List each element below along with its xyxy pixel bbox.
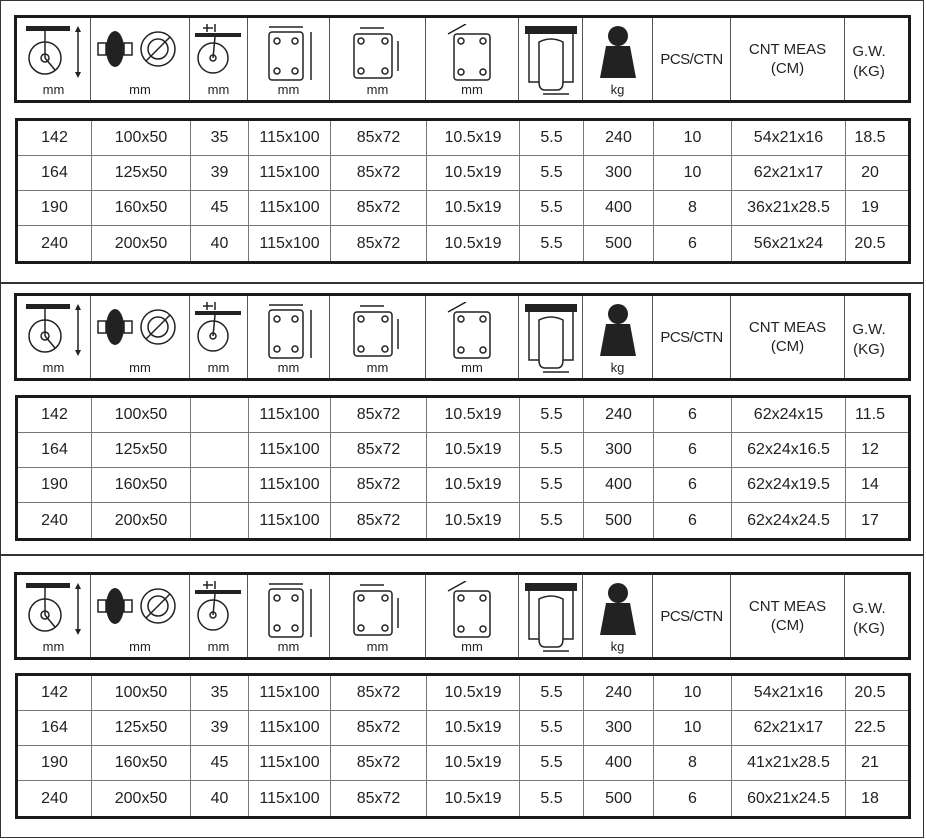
table-cell: 36x21x28.5 bbox=[732, 191, 846, 225]
table-cell: 400 bbox=[584, 746, 654, 780]
table-cell: 10 bbox=[654, 711, 732, 745]
load-weight-icon bbox=[598, 24, 638, 85]
header-unit: mm bbox=[461, 639, 483, 654]
table-cell: 85x72 bbox=[331, 226, 427, 261]
table-cell: 54x21x16 bbox=[732, 121, 846, 155]
table-cell: 125x50 bbox=[92, 156, 191, 190]
table-cell: 45 bbox=[191, 191, 249, 225]
table-row bbox=[18, 503, 908, 538]
table-cell: 240 bbox=[18, 226, 92, 261]
table-row bbox=[18, 226, 908, 261]
table-cell: 40 bbox=[191, 226, 249, 261]
header-unit: mm bbox=[207, 360, 230, 375]
gw-unit: (KG) bbox=[853, 341, 885, 358]
table-cell: 115x100 bbox=[249, 226, 331, 261]
table-cell: 115x100 bbox=[249, 468, 331, 502]
table-cell: 190 bbox=[18, 746, 92, 780]
table-cell: 85x72 bbox=[331, 746, 427, 780]
table-cell: 10.5x19 bbox=[427, 503, 520, 538]
bolt-hole-size-icon bbox=[444, 302, 500, 369]
bolt-hole-spacing-icon bbox=[348, 581, 408, 648]
table-cell: 10.5x19 bbox=[427, 468, 520, 502]
meas-header bbox=[731, 296, 845, 378]
table-cell: 85x72 bbox=[331, 191, 427, 225]
table-cell: 115x100 bbox=[249, 121, 331, 155]
table-cell: 85x72 bbox=[331, 503, 427, 538]
table-cell: 500 bbox=[584, 781, 654, 816]
meas-label: CNT MEAS bbox=[748, 319, 827, 336]
top-plate-icon bbox=[261, 302, 317, 369]
table-cell: 500 bbox=[584, 503, 654, 538]
meas-header bbox=[731, 18, 845, 100]
table-cell: 5.5 bbox=[520, 781, 584, 816]
pcs-label: PCS/CTN bbox=[660, 51, 723, 68]
gw-label: G.W. bbox=[852, 43, 886, 60]
table-cell: 115x100 bbox=[249, 191, 331, 225]
bolt-hole-spacing-icon bbox=[348, 24, 408, 91]
table-cell: 62x24x15 bbox=[732, 398, 846, 432]
table-cell: 5.5 bbox=[520, 156, 584, 190]
gw-label: G.W. bbox=[852, 600, 886, 617]
table-cell: 5.5 bbox=[520, 398, 584, 432]
header-unit: mm bbox=[129, 639, 151, 654]
table-cell: 18.5 bbox=[854, 129, 886, 146]
table-cell: 160x50 bbox=[92, 468, 191, 502]
bolt-hole-size-icon bbox=[444, 24, 500, 91]
wheel-size-icon bbox=[96, 581, 184, 636]
table-cell: 5.5 bbox=[520, 191, 584, 225]
table-cell: 10.5x19 bbox=[427, 746, 520, 780]
table-cell: 85x72 bbox=[331, 468, 427, 502]
gw-header bbox=[845, 575, 893, 657]
header-unit: kg bbox=[610, 639, 625, 654]
table-cell: 85x72 bbox=[331, 398, 427, 432]
table-cell: 10.5x19 bbox=[427, 121, 520, 155]
header-icon-cell bbox=[519, 296, 583, 378]
header-icon-cell bbox=[91, 18, 190, 100]
table-cell: 142 bbox=[18, 121, 92, 155]
table-row bbox=[18, 676, 908, 711]
table-cell: 18 bbox=[861, 789, 879, 807]
header-icon-cell bbox=[91, 575, 190, 657]
table-cell: 6 bbox=[654, 503, 732, 538]
bolt-hole-size-icon bbox=[444, 581, 500, 648]
load-weight-icon bbox=[598, 302, 638, 363]
gw-unit: (KG) bbox=[853, 620, 885, 637]
header-icon-cell bbox=[426, 296, 519, 378]
top-plate-icon bbox=[261, 581, 317, 648]
header-icon-cell bbox=[190, 18, 248, 100]
table-cell: 5.5 bbox=[520, 676, 584, 710]
table-cell bbox=[191, 398, 249, 432]
table-cell: 164 bbox=[18, 711, 92, 745]
table-cell: 115x100 bbox=[249, 676, 331, 710]
table-row bbox=[18, 711, 908, 746]
table-cell: 300 bbox=[584, 711, 654, 745]
table-cell: 62x24x16.5 bbox=[732, 433, 846, 467]
header-icon-cell bbox=[17, 575, 91, 657]
header-unit: mm bbox=[461, 360, 483, 375]
table-cell: 8 bbox=[654, 746, 732, 780]
table-cell: 17 bbox=[861, 511, 879, 529]
header-unit: mm bbox=[207, 639, 230, 654]
table-cell: 21 bbox=[861, 754, 879, 771]
table-cell: 20.5 bbox=[854, 234, 886, 252]
table-cell: 62x21x17 bbox=[732, 156, 846, 190]
table-cell: 115x100 bbox=[249, 711, 331, 745]
meas-unit: (CM) bbox=[770, 338, 805, 355]
table-cell: 240 bbox=[18, 781, 92, 816]
header-icon-cell bbox=[17, 296, 91, 378]
header-icon-cell bbox=[91, 296, 190, 378]
table-cell: 39 bbox=[191, 156, 249, 190]
table-cell: 115x100 bbox=[249, 781, 331, 816]
header-unit: mm bbox=[461, 82, 483, 97]
table-cell: 20 bbox=[861, 164, 879, 181]
table-cell: 6 bbox=[654, 433, 732, 467]
table-cell: 160x50 bbox=[92, 191, 191, 225]
bolt-hole-spacing-icon bbox=[348, 302, 408, 369]
table-cell: 35 bbox=[191, 121, 249, 155]
top-plate-icon bbox=[261, 24, 317, 91]
spec-table bbox=[15, 673, 911, 819]
table-row bbox=[18, 468, 908, 503]
pcs-header bbox=[653, 18, 731, 100]
table-row bbox=[18, 781, 908, 816]
table-cell: 45 bbox=[191, 746, 249, 780]
spec-header bbox=[14, 15, 911, 103]
table-cell: 100x50 bbox=[92, 398, 191, 432]
spec-header bbox=[14, 293, 911, 381]
table-cell: 240 bbox=[584, 676, 654, 710]
header-unit: mm bbox=[366, 360, 389, 375]
table-cell: 6 bbox=[654, 781, 732, 816]
table-cell: 10.5x19 bbox=[427, 156, 520, 190]
gw-unit: (KG) bbox=[853, 63, 885, 80]
table-cell: 10.5x19 bbox=[427, 191, 520, 225]
table-cell: 6 bbox=[654, 468, 732, 502]
pcs-label: PCS/CTN bbox=[660, 329, 723, 346]
table-cell: 115x100 bbox=[249, 156, 331, 190]
table-cell: 85x72 bbox=[331, 676, 427, 710]
spec-table bbox=[15, 395, 911, 541]
table-cell: 20.5 bbox=[854, 684, 886, 701]
table-cell: 85x72 bbox=[331, 121, 427, 155]
header-unit: mm bbox=[366, 82, 389, 97]
header-unit: kg bbox=[610, 360, 625, 375]
header-icon-cell bbox=[330, 296, 426, 378]
gw-label: G.W. bbox=[852, 321, 886, 338]
header-icon-cell bbox=[330, 575, 426, 657]
table-cell: 11.5 bbox=[855, 406, 885, 423]
table-cell: 100x50 bbox=[92, 121, 191, 155]
table-cell: 85x72 bbox=[331, 781, 427, 816]
table-cell: 19 bbox=[861, 199, 879, 216]
table-cell bbox=[191, 468, 249, 502]
header-unit: mm bbox=[277, 639, 300, 654]
table-cell: 10.5x19 bbox=[427, 226, 520, 261]
gw-header bbox=[845, 296, 893, 378]
table-cell: 300 bbox=[584, 156, 654, 190]
header-unit: mm bbox=[42, 82, 65, 97]
table-cell: 60x21x24.5 bbox=[732, 781, 846, 816]
table-cell: 115x100 bbox=[249, 746, 331, 780]
table-cell bbox=[191, 503, 249, 538]
table-cell: 5.5 bbox=[520, 468, 584, 502]
table-cell: 115x100 bbox=[249, 433, 331, 467]
table-cell: 41x21x28.5 bbox=[732, 746, 846, 780]
table-cell: 100x50 bbox=[92, 676, 191, 710]
spec-header bbox=[14, 572, 911, 660]
table-cell: 85x72 bbox=[331, 156, 427, 190]
wheel-height-icon bbox=[23, 24, 85, 91]
table-row bbox=[18, 121, 908, 156]
table-cell: 400 bbox=[584, 191, 654, 225]
table-cell: 10.5x19 bbox=[427, 676, 520, 710]
table-cell: 54x21x16 bbox=[732, 676, 846, 710]
offset-icon bbox=[193, 302, 245, 369]
table-cell: 39 bbox=[191, 711, 249, 745]
pcs-header bbox=[653, 296, 731, 378]
table-cell: 240 bbox=[18, 503, 92, 538]
pcs-header bbox=[653, 575, 731, 657]
table-cell: 14 bbox=[861, 476, 879, 493]
header-unit: mm bbox=[277, 360, 300, 375]
table-cell: 125x50 bbox=[92, 433, 191, 467]
table-cell: 125x50 bbox=[92, 711, 191, 745]
header-icon-cell bbox=[248, 18, 330, 100]
header-icon-cell bbox=[17, 18, 91, 100]
header-unit: mm bbox=[129, 360, 151, 375]
table-row bbox=[18, 746, 908, 781]
table-cell: 35 bbox=[191, 676, 249, 710]
header-icon-cell bbox=[330, 18, 426, 100]
table-cell: 6 bbox=[654, 398, 732, 432]
table-cell: 10.5x19 bbox=[427, 711, 520, 745]
table-cell: 8 bbox=[654, 191, 732, 225]
header-icon-cell bbox=[248, 575, 330, 657]
wheel-height-icon bbox=[23, 302, 85, 369]
table-cell: 164 bbox=[18, 156, 92, 190]
header-unit: mm bbox=[207, 82, 230, 97]
table-cell: 115x100 bbox=[249, 398, 331, 432]
meas-unit: (CM) bbox=[770, 60, 805, 77]
header-unit: mm bbox=[42, 360, 65, 375]
table-cell: 164 bbox=[18, 433, 92, 467]
header-icon-cell bbox=[426, 18, 519, 100]
table-cell: 62x21x17 bbox=[732, 711, 846, 745]
table-cell: 240 bbox=[584, 398, 654, 432]
table-cell: 115x100 bbox=[249, 503, 331, 538]
table-cell: 62x24x19.5 bbox=[732, 468, 846, 502]
table-cell: 40 bbox=[191, 781, 249, 816]
header-unit: mm bbox=[42, 639, 65, 654]
header-icon-cell bbox=[519, 575, 583, 657]
header-unit: mm bbox=[129, 82, 151, 97]
header-icon-cell bbox=[190, 575, 248, 657]
header-icon-cell bbox=[583, 575, 653, 657]
header-icon-cell bbox=[519, 18, 583, 100]
table-row bbox=[18, 191, 908, 226]
table-cell: 5.5 bbox=[520, 433, 584, 467]
header-unit: mm bbox=[277, 82, 300, 97]
header-icon-cell bbox=[583, 18, 653, 100]
table-cell: 10 bbox=[654, 156, 732, 190]
table-cell: 500 bbox=[584, 226, 654, 261]
table-cell: 300 bbox=[584, 433, 654, 467]
table-cell: 200x50 bbox=[92, 781, 191, 816]
header-unit: mm bbox=[366, 639, 389, 654]
table-cell: 200x50 bbox=[92, 226, 191, 261]
wheel-size-icon bbox=[96, 302, 184, 357]
header-icon-cell bbox=[190, 296, 248, 378]
meas-header bbox=[731, 575, 845, 657]
table-cell: 10.5x19 bbox=[427, 433, 520, 467]
table-cell: 56x21x24 bbox=[732, 226, 846, 261]
wheel-height-icon bbox=[23, 581, 85, 648]
table-cell: 240 bbox=[584, 121, 654, 155]
meas-label: CNT MEAS bbox=[748, 598, 827, 615]
header-unit: kg bbox=[610, 82, 625, 97]
table-cell: 10.5x19 bbox=[427, 781, 520, 816]
meas-label: CNT MEAS bbox=[748, 41, 827, 58]
table-cell: 6 bbox=[654, 226, 732, 261]
table-cell: 85x72 bbox=[331, 433, 427, 467]
table-cell: 10.5x19 bbox=[427, 398, 520, 432]
spec-table bbox=[15, 118, 911, 264]
table-cell: 5.5 bbox=[520, 711, 584, 745]
table-cell: 190 bbox=[18, 191, 92, 225]
plate-thickness-icon bbox=[523, 581, 579, 660]
header-icon-cell bbox=[426, 575, 519, 657]
table-row bbox=[18, 398, 908, 433]
table-cell: 5.5 bbox=[520, 746, 584, 780]
table-cell: 5.5 bbox=[520, 503, 584, 538]
gw-header bbox=[845, 18, 893, 100]
table-cell: 160x50 bbox=[92, 746, 191, 780]
table-cell: 190 bbox=[18, 468, 92, 502]
wheel-size-icon bbox=[96, 24, 184, 79]
table-cell: 22.5 bbox=[854, 719, 886, 736]
table-cell: 10 bbox=[654, 121, 732, 155]
offset-icon bbox=[193, 24, 245, 91]
table-cell: 142 bbox=[18, 398, 92, 432]
table-cell: 85x72 bbox=[331, 711, 427, 745]
table-cell: 200x50 bbox=[92, 503, 191, 538]
header-icon-cell bbox=[583, 296, 653, 378]
table-row bbox=[18, 156, 908, 191]
table-cell: 142 bbox=[18, 676, 92, 710]
table-cell: 12 bbox=[861, 441, 879, 458]
table-row bbox=[18, 433, 908, 468]
table-cell: 10 bbox=[654, 676, 732, 710]
pcs-label: PCS/CTN bbox=[660, 608, 723, 625]
header-icon-cell bbox=[248, 296, 330, 378]
load-weight-icon bbox=[598, 581, 638, 642]
table-cell: 62x24x24.5 bbox=[732, 503, 846, 538]
meas-unit: (CM) bbox=[770, 617, 805, 634]
offset-icon bbox=[193, 581, 245, 648]
table-cell: 400 bbox=[584, 468, 654, 502]
table-cell: 5.5 bbox=[520, 226, 584, 261]
table-cell: 5.5 bbox=[520, 121, 584, 155]
plate-thickness-icon bbox=[523, 302, 579, 381]
table-cell bbox=[191, 433, 249, 467]
plate-thickness-icon bbox=[523, 24, 579, 103]
